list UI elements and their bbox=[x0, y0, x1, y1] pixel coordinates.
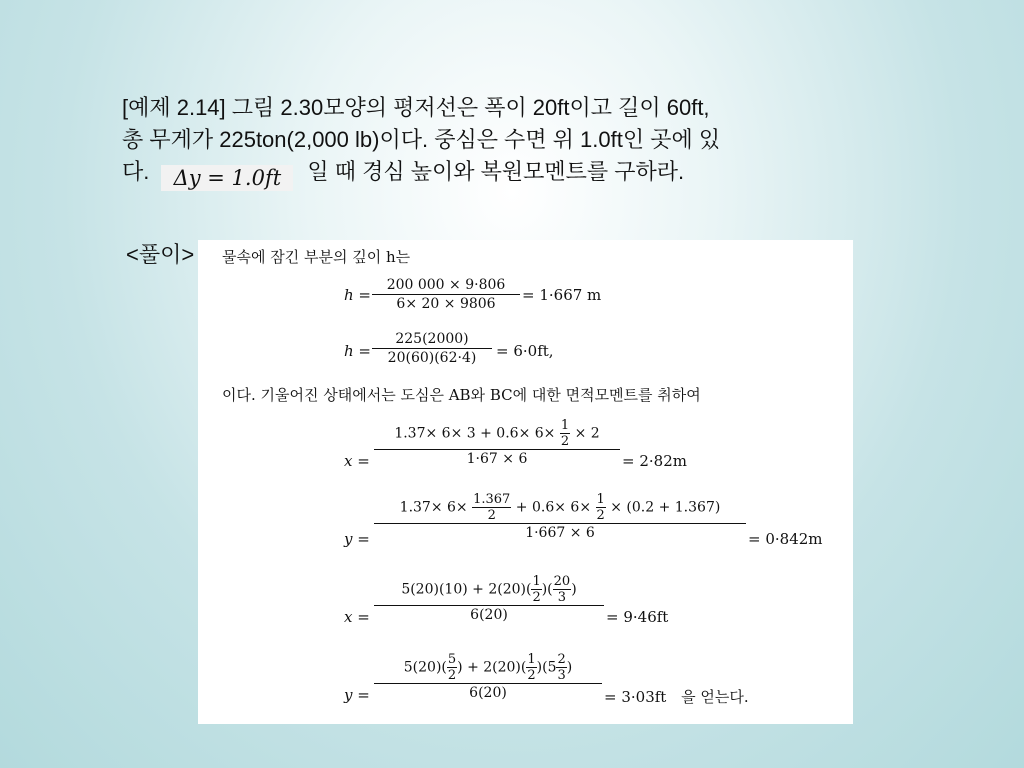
eq6-denominator: 6(20) bbox=[469, 685, 507, 701]
problem-line-1: [예제 2.14] 그림 2.30모양의 평저선은 폭이 20ft이고 길이 60ft, bbox=[122, 95, 710, 120]
eq6-frac-1: $\frac{5}{2}$ bbox=[447, 652, 457, 683]
eq4-numerator: 1.37× 6× $\frac{1.367}{2}$ + 0.6× 6× $\frac{1}{2}$ × (0.2 + 1.367) bbox=[374, 492, 746, 524]
eq3-fraction bbox=[374, 418, 620, 468]
eq6-result bbox=[604, 686, 749, 707]
eq3-lhs: x = bbox=[344, 452, 370, 470]
solution-middle-text: 이다. 기울어진 상태에서는 도심은 AB와 BC에 대한 면적모멘트를 취하여 bbox=[222, 386, 701, 404]
eq5-frac-2: $\frac{20}{3}$ bbox=[553, 574, 571, 605]
problem-line-2: 총 무게가 225ton(2,000 lb)이다. 중심은 수면 위 1.0ft인 곳에 있 bbox=[122, 127, 721, 152]
eq2-result: = 6·0ft, bbox=[496, 342, 554, 360]
eq6-lhs: y = bbox=[344, 686, 370, 704]
eq2-fraction bbox=[372, 330, 492, 367]
eq5-fraction bbox=[374, 574, 604, 624]
eq1-numerator: 200 000 × 9·806 bbox=[372, 276, 520, 295]
eq5-result: = 9·46ft bbox=[606, 608, 669, 626]
eq4-denominator: 1·667 × 6 bbox=[525, 525, 595, 541]
solution-intro: 물속에 잠긴 부분의 깊이 h는 bbox=[222, 248, 411, 266]
eq4-fraction bbox=[374, 492, 746, 542]
eq4-frac-2: $\frac{1}{2}$ bbox=[596, 492, 605, 523]
eq3-numerator: 1.37× 6× 3 + 0.6× 6× $\frac{1}{2}$ × 2 bbox=[374, 418, 620, 450]
eq2-numerator: 225(2000) bbox=[372, 330, 492, 349]
eq3-denominator: 1·67 × 6 bbox=[466, 451, 528, 467]
eq1-denominator: 6× 20 × 9806 bbox=[396, 296, 496, 312]
eq3-half: $\frac{1}{2}$ bbox=[560, 418, 570, 449]
eq2-denominator: 20(60)(62·4) bbox=[387, 350, 477, 366]
eq6-tail-text: 을 얻는다. bbox=[681, 688, 749, 706]
problem-statement bbox=[122, 92, 882, 191]
eq6-fraction bbox=[374, 652, 602, 702]
eq1-fraction bbox=[372, 276, 520, 313]
eq1-lhs: h = bbox=[344, 286, 371, 304]
solution-sheet bbox=[198, 240, 853, 724]
eq1-result: = 1·667 m bbox=[522, 286, 602, 304]
problem-line-3-start: 다. bbox=[122, 159, 150, 184]
eq3-result: = 2·82m bbox=[622, 452, 687, 470]
eq6-frac-3: $\frac{2}{3}$ bbox=[557, 652, 566, 683]
eq2-lhs: h = bbox=[344, 342, 371, 360]
eq5-denominator: 6(20) bbox=[470, 607, 508, 623]
problem-line-3-end: 일 때 경심 높이와 복원모멘트를 구하라. bbox=[307, 159, 685, 184]
solution-label: <풀이> bbox=[126, 242, 195, 267]
eq4-result: = 0·842m bbox=[748, 530, 823, 548]
eq6-frac-2: $\frac{1}{2}$ bbox=[527, 652, 536, 683]
eq5-frac-1: $\frac{1}{2}$ bbox=[532, 574, 541, 605]
problem-line-3 bbox=[122, 156, 882, 191]
eq6-result-value: = 3·03ft bbox=[604, 688, 667, 706]
eq4-lhs: y = bbox=[344, 530, 370, 548]
eq5-lhs: x = bbox=[344, 608, 370, 626]
delta-y-formula: Δy = 1.0ft bbox=[161, 165, 293, 191]
eq6-numerator: 5(20)( $\frac{5}{2}$ ) + 2(20)( $\frac{1}{2}$ )(5 $\frac{2}{3}$ ) bbox=[374, 652, 602, 684]
eq4-frac-1: $\frac{1.367}{2}$ bbox=[473, 492, 511, 523]
eq5-numerator: 5(20)(10) + 2(20)( $\frac{1}{2}$ )( $\frac{20}{3}$ ) bbox=[374, 574, 604, 606]
